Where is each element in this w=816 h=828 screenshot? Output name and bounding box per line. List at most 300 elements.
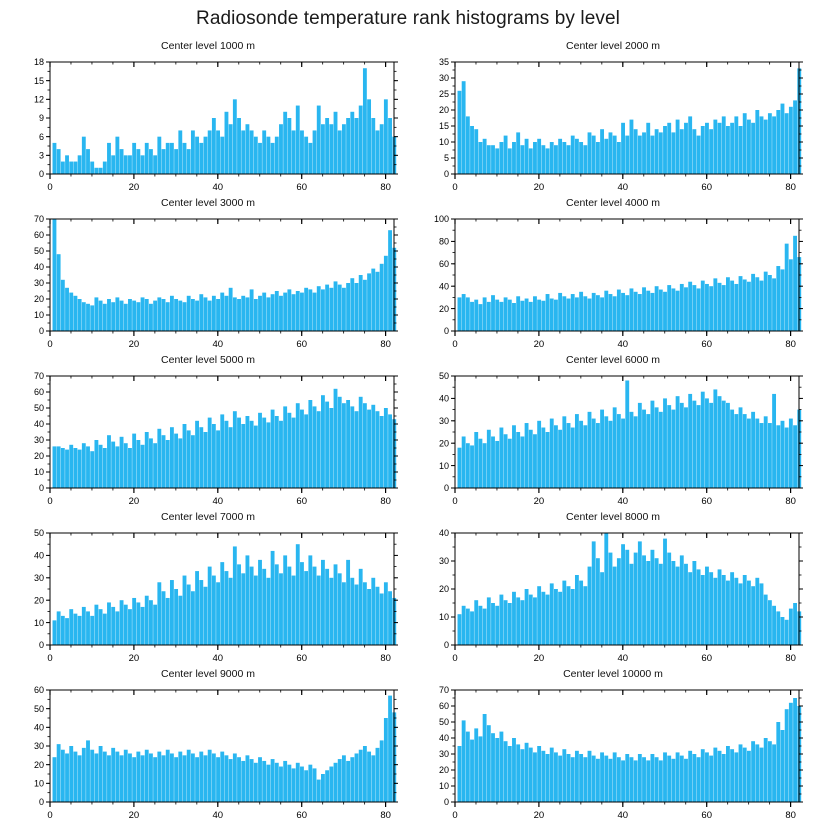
histogram-bar: [550, 748, 554, 802]
histogram-bar: [789, 419, 793, 488]
histogram-bar: [380, 416, 384, 488]
histogram-bar: [107, 602, 111, 645]
histogram-bar: [487, 597, 491, 645]
histogram-bar: [220, 562, 224, 645]
histogram-bar: [111, 442, 115, 488]
histogram-bar: [376, 587, 380, 645]
histogram-bar: [680, 403, 684, 488]
histogram-bar: [642, 287, 646, 331]
histogram-bar: [747, 581, 751, 645]
y-tick-label: 30: [438, 749, 449, 760]
histogram-bar: [638, 754, 642, 802]
histogram-bar: [562, 749, 566, 802]
histogram-bar: [764, 595, 768, 645]
y-tick-label: 50: [33, 528, 44, 539]
histogram-bar: [726, 746, 730, 802]
histogram-bar: [764, 120, 768, 174]
histogram-bar: [684, 564, 688, 645]
histogram-bar: [755, 419, 759, 488]
histogram-bar: [575, 139, 579, 174]
histogram-bar: [136, 752, 140, 802]
histogram-bar: [579, 421, 583, 488]
histogram-bar: [499, 428, 503, 488]
histogram-bar: [241, 296, 245, 331]
histogram-bar: [793, 698, 797, 802]
histogram-bar: [346, 400, 350, 488]
histogram-bar: [596, 423, 600, 488]
histogram-bar: [713, 748, 717, 802]
histogram-bar: [638, 541, 642, 645]
histogram-bar: [283, 761, 287, 802]
histogram-bar: [191, 435, 195, 488]
histogram-bar: [487, 725, 491, 802]
histogram-bar: [650, 550, 654, 645]
histogram-bar: [317, 286, 321, 331]
histogram-bar: [153, 301, 157, 331]
histogram-svg: [413, 54, 813, 200]
histogram-bar: [334, 763, 338, 802]
histogram-bar: [705, 752, 709, 802]
histogram-bar: [233, 297, 237, 331]
histogram-bar: [94, 440, 98, 488]
histogram-bar: [233, 546, 237, 645]
histogram-bar: [78, 299, 82, 331]
histogram-bar: [684, 287, 688, 331]
histogram-bar: [743, 748, 747, 802]
histogram-bar: [384, 408, 388, 488]
histogram-bar: [491, 295, 495, 331]
histogram-bar: [793, 100, 797, 174]
histogram-bar: [478, 736, 482, 802]
histogram-bar: [541, 428, 545, 488]
histogram-bar: [363, 582, 367, 645]
histogram-bar: [671, 759, 675, 802]
histogram-bar: [621, 760, 625, 802]
histogram-bar: [57, 611, 61, 645]
histogram-bar: [747, 419, 751, 488]
histogram-bar: [533, 434, 537, 488]
histogram-bar: [676, 752, 680, 802]
histogram-bar: [638, 294, 642, 331]
histogram-bar: [73, 752, 77, 802]
histogram-bar: [107, 435, 111, 488]
histogram-bar: [659, 564, 663, 645]
histogram-bar: [634, 760, 638, 802]
histogram-bar: [250, 130, 254, 174]
histogram-bar: [659, 132, 663, 174]
histogram-bar: [550, 142, 554, 174]
histogram-bar: [57, 254, 61, 331]
histogram-bar: [132, 598, 136, 645]
histogram-bar: [216, 130, 220, 174]
x-tick-label: 0: [452, 496, 458, 507]
histogram-bar: [546, 294, 550, 331]
histogram-bar: [342, 403, 346, 488]
y-tick-label: 9: [38, 113, 44, 124]
histogram-bar: [739, 583, 743, 645]
histogram-bar: [701, 126, 705, 174]
histogram-bar: [697, 136, 701, 174]
y-tick-label: 30: [33, 435, 44, 446]
histogram-bar: [592, 293, 596, 331]
histogram-bar: [78, 616, 82, 645]
x-tick-label: 0: [47, 653, 53, 664]
histogram-svg: [8, 368, 408, 514]
histogram-bar: [525, 299, 529, 331]
histogram-bar: [69, 445, 73, 488]
histogram-bar: [262, 293, 266, 331]
histogram-bar: [300, 293, 304, 331]
histogram-bar: [170, 296, 174, 331]
histogram-bar: [287, 118, 291, 174]
y-tick-label: 0: [443, 483, 449, 494]
histogram-bar: [697, 288, 701, 331]
histogram-bar: [321, 395, 325, 488]
histogram-bar: [768, 423, 772, 488]
histogram-bar: [329, 578, 333, 645]
histogram-bar: [600, 752, 604, 802]
histogram-bar: [208, 418, 212, 488]
histogram-bar: [650, 754, 654, 802]
histogram-bar: [86, 740, 90, 802]
histogram-bar: [571, 136, 575, 174]
x-tick-label: 0: [47, 810, 53, 821]
histogram-bar: [220, 752, 224, 802]
histogram-bar: [558, 756, 562, 802]
y-tick-label: 0: [443, 640, 449, 651]
histogram-bar: [329, 408, 333, 488]
y-tick-label: 35: [438, 57, 449, 68]
x-tick-label: 0: [47, 496, 53, 507]
histogram-bar: [141, 297, 145, 331]
histogram-bar: [537, 586, 541, 645]
x-tick-label: 80: [380, 653, 391, 664]
histogram-bar: [495, 606, 499, 645]
histogram-bar: [220, 293, 224, 331]
y-tick-label: 15: [33, 75, 44, 86]
histogram-bar: [99, 301, 103, 331]
histogram-bar: [487, 302, 491, 331]
histogram-bar: [529, 302, 533, 331]
y-tick-label: 3: [38, 150, 44, 161]
x-tick-label: 0: [452, 653, 458, 664]
histogram-bar: [53, 446, 57, 488]
histogram-bar: [726, 403, 730, 488]
histogram-bar: [508, 603, 512, 645]
histogram-bar: [760, 583, 764, 645]
histogram-bar: [199, 427, 203, 488]
histogram-bar: [212, 753, 216, 802]
histogram-bar: [562, 416, 566, 488]
panel-3000m: [8, 197, 408, 357]
histogram-bar: [82, 748, 86, 802]
histogram-bar: [124, 750, 128, 802]
histogram-bar: [462, 294, 466, 331]
histogram-bar: [359, 106, 363, 174]
histogram-bar: [279, 421, 283, 488]
histogram-bar: [684, 407, 688, 488]
histogram-bar: [512, 425, 516, 488]
histogram-bar: [317, 576, 321, 645]
histogram-bar: [730, 572, 734, 645]
histogram-bar: [546, 432, 550, 488]
histogram-bar: [504, 600, 508, 645]
histogram-bar: [275, 763, 279, 802]
histogram-bar: [575, 297, 579, 331]
histogram-bar: [718, 569, 722, 645]
histogram-bar: [630, 412, 634, 488]
histogram-bar: [755, 277, 759, 331]
histogram-bar: [275, 416, 279, 488]
histogram-bar: [258, 757, 262, 802]
histogram-bar: [512, 592, 516, 645]
histogram-bar: [655, 129, 659, 174]
histogram-bar: [82, 607, 86, 645]
histogram-bar: [537, 746, 541, 802]
histogram-bar: [90, 451, 94, 488]
histogram-bar: [191, 753, 195, 802]
histogram-bar: [705, 284, 709, 331]
histogram-bar: [388, 591, 392, 645]
histogram-bar: [225, 112, 229, 174]
histogram-bar: [174, 299, 178, 331]
histogram-bar: [768, 113, 772, 174]
x-tick-label: 40: [212, 653, 224, 664]
histogram-bar: [266, 578, 270, 645]
histogram-bar: [350, 578, 354, 645]
histogram-bar: [701, 749, 705, 802]
panel-10000m: [413, 668, 813, 828]
histogram-bar: [245, 555, 249, 645]
histogram-bar: [363, 280, 367, 331]
histogram-bar: [508, 439, 512, 488]
histogram-bar: [789, 259, 793, 331]
histogram-bar: [751, 412, 755, 488]
histogram-bar: [743, 113, 747, 174]
histogram-bar: [688, 116, 692, 174]
histogram-bar: [567, 586, 571, 645]
histogram-bar: [283, 112, 287, 174]
histogram-bar: [141, 155, 145, 174]
histogram-bar: [338, 130, 342, 174]
histogram-bar: [776, 425, 780, 488]
histogram-bar: [321, 289, 325, 331]
histogram-bar: [709, 403, 713, 488]
panel-2000m: [413, 40, 813, 200]
histogram-bar: [638, 136, 642, 174]
histogram-bar: [470, 445, 474, 488]
histogram-bar: [94, 753, 98, 802]
y-tick-label: 20: [438, 584, 449, 595]
x-tick-label: 40: [617, 496, 629, 507]
histogram-bar: [149, 600, 153, 645]
histogram-bar: [342, 582, 346, 645]
histogram-svg: [8, 211, 408, 357]
histogram-bar: [663, 398, 667, 488]
histogram-bar: [781, 730, 785, 802]
histogram-bar: [120, 301, 124, 331]
histogram-bar: [204, 137, 208, 174]
histogram-bar: [600, 572, 604, 645]
histogram-bar: [785, 709, 789, 802]
histogram-bar: [342, 124, 346, 174]
histogram-bar: [183, 576, 187, 645]
histogram-bar: [325, 402, 329, 488]
histogram-bar: [760, 281, 764, 331]
y-tick-label: 20: [33, 451, 44, 462]
histogram-bar: [697, 405, 701, 488]
histogram-bar: [504, 434, 508, 488]
histogram-bar: [713, 120, 717, 174]
histogram-bar: [751, 123, 755, 174]
histogram-bar: [153, 443, 157, 488]
histogram-bar: [504, 136, 508, 174]
histogram-bar: [520, 600, 524, 645]
panel-title: Center level 9000 m: [161, 668, 255, 680]
y-tick-label: 70: [33, 371, 44, 382]
x-tick-label: 40: [212, 496, 224, 507]
histogram-bar: [170, 580, 174, 645]
histogram-bar: [458, 746, 462, 802]
y-tick-label: 60: [33, 685, 44, 696]
y-tick-label: 12: [33, 94, 44, 105]
histogram-bar: [688, 751, 692, 802]
histogram-bar: [69, 746, 73, 802]
x-tick-label: 80: [785, 810, 796, 821]
histogram-bar: [466, 732, 470, 802]
y-tick-label: 20: [438, 765, 449, 776]
histogram-bar: [772, 116, 776, 174]
histogram-bar: [325, 569, 329, 645]
histogram-bar: [346, 761, 350, 802]
histogram-bar: [667, 285, 671, 331]
histogram-bar: [793, 603, 797, 645]
histogram-bar: [82, 443, 86, 488]
histogram-bar: [166, 440, 170, 488]
histogram-bar: [363, 403, 367, 488]
histogram-bar: [541, 751, 545, 802]
histogram-bar: [275, 291, 279, 331]
plot-area: [413, 54, 813, 200]
histogram-bar: [166, 143, 170, 174]
histogram-bar: [659, 760, 663, 802]
histogram-bar: [478, 304, 482, 331]
histogram-bar: [785, 113, 789, 174]
histogram-bar: [760, 748, 764, 802]
histogram-bar: [478, 439, 482, 488]
histogram-bar: [495, 738, 499, 802]
x-tick-label: 80: [785, 496, 796, 507]
histogram-bar: [663, 126, 667, 174]
histogram-bar: [376, 130, 380, 174]
histogram-bar: [709, 572, 713, 645]
histogram-bar: [697, 757, 701, 802]
histogram-bar: [785, 620, 789, 645]
histogram-bar: [730, 410, 734, 488]
histogram-bar: [103, 752, 107, 802]
histogram-bar: [292, 576, 296, 645]
histogram-bar: [115, 446, 119, 488]
histogram-bar: [600, 410, 604, 488]
histogram-bar: [588, 299, 592, 331]
histogram-bar: [300, 562, 304, 645]
histogram-bar: [237, 757, 241, 802]
histogram-bar: [734, 116, 738, 174]
histogram-bar: [504, 297, 508, 331]
histogram-bar: [562, 142, 566, 174]
histogram-bar: [170, 143, 174, 174]
histogram-bar: [363, 746, 367, 802]
histogram-bar: [237, 299, 241, 331]
histogram-bar: [592, 419, 596, 488]
histogram-bar: [120, 755, 124, 802]
histogram-bar: [229, 578, 233, 645]
plot-area: [413, 211, 813, 357]
histogram-bar: [69, 162, 73, 174]
histogram-bar: [508, 148, 512, 174]
histogram-bar: [701, 281, 705, 331]
histogram-bar: [625, 295, 629, 331]
histogram-bar: [229, 124, 233, 174]
histogram-bar: [157, 752, 161, 802]
histogram-bar: [237, 564, 241, 645]
histogram-bar: [57, 149, 61, 174]
histogram-bar: [701, 575, 705, 645]
histogram-bar: [709, 286, 713, 331]
histogram-bar: [149, 753, 153, 802]
histogram-bar: [329, 124, 333, 174]
histogram-bar: [663, 752, 667, 802]
histogram-bar: [350, 757, 354, 802]
histogram-bar: [634, 129, 638, 174]
histogram-bar: [321, 560, 325, 645]
histogram-bar: [145, 596, 149, 645]
histogram-bar: [743, 279, 747, 331]
x-tick-label: 40: [617, 339, 629, 350]
histogram-bar: [604, 533, 608, 645]
panel-9000m: [8, 668, 408, 828]
histogram-bar: [667, 123, 671, 174]
x-tick-label: 80: [785, 653, 796, 664]
histogram-bar: [132, 757, 136, 802]
histogram-bar: [300, 767, 304, 802]
histogram-bar: [308, 143, 312, 174]
histogram-bar: [153, 605, 157, 645]
y-tick-label: 40: [438, 281, 449, 292]
histogram-bar: [747, 120, 751, 174]
y-tick-label: 50: [33, 403, 44, 414]
histogram-bar: [680, 756, 684, 802]
histogram-bar: [520, 436, 524, 488]
histogram-bar: [458, 614, 462, 645]
panel-8000m: [413, 511, 813, 671]
histogram-bar: [78, 155, 82, 174]
histogram-bar: [61, 448, 65, 488]
histogram-bar: [571, 294, 575, 331]
histogram-bar: [713, 278, 717, 331]
histogram-bar: [533, 296, 537, 331]
histogram-bar: [199, 752, 203, 802]
y-tick-label: 10: [33, 310, 44, 321]
histogram-bar: [718, 751, 722, 802]
histogram-bar: [546, 754, 550, 802]
histogram-bar: [237, 418, 241, 488]
histogram-bar: [371, 269, 375, 331]
histogram-bar: [663, 539, 667, 645]
histogram-bar: [103, 448, 107, 488]
histogram-bar: [579, 292, 583, 331]
y-tick-label: 0: [38, 169, 44, 180]
